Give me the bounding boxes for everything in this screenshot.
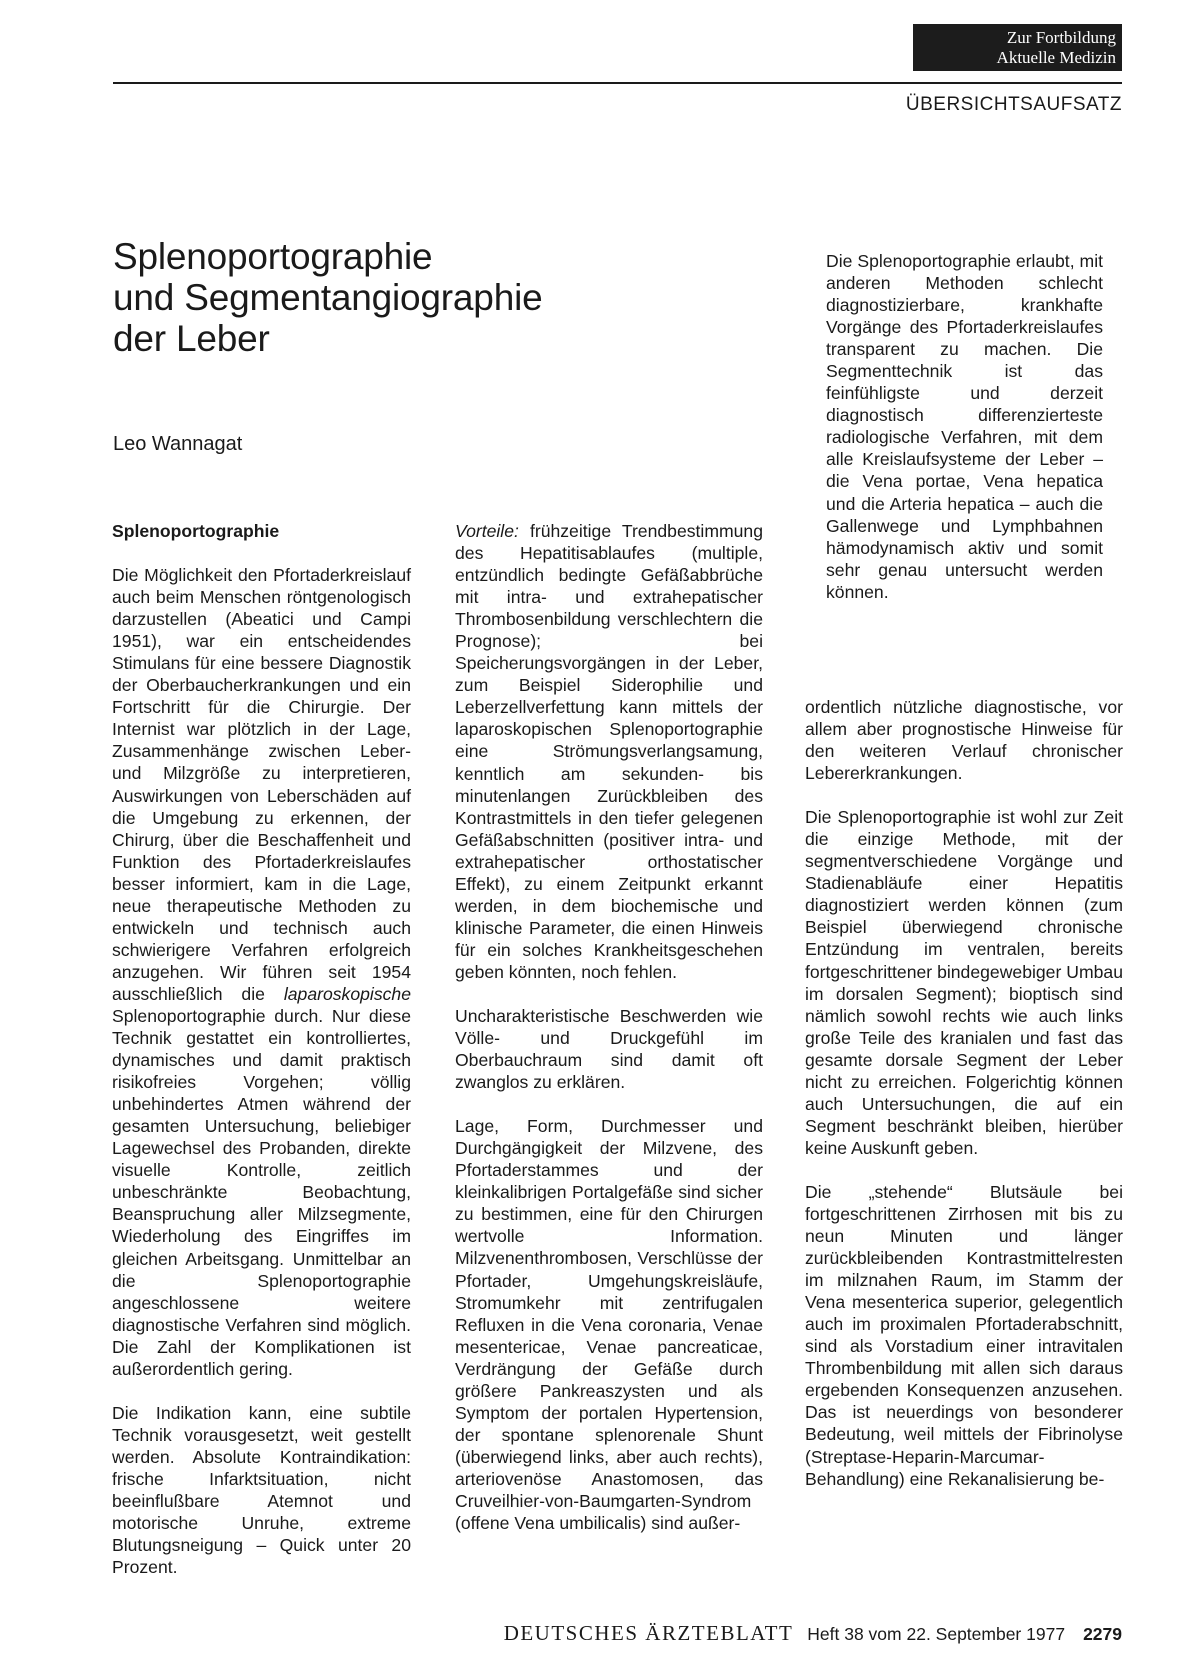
page-number: 2279	[1083, 1624, 1122, 1644]
paragraph-text: Splenoportographie durch. Nur diese Technik gestattet ein kontrolliertes, dynamisches und damit praktisch risikofreies Vorgehen; völlig unbehindertes Atmen während der gesamten Untersuchung, beliebiger Lagewechsel des Probanden, direkte visuelle Kontrolle, zeitlich unbeschränkte Beobachtung, Beanspruchung aller Milzsegmente, Wiederholung des Eingriffes im gleichen Arbeitsgang. Unmittelbar an die Splenoportographie angeschlossene weitere diagnostische Verfahren sind möglich. Die Zahl der Komplikationen ist außerordentlich gering.	[112, 1005, 411, 1379]
column-3	[805, 696, 1123, 1490]
column-1	[112, 520, 411, 1578]
column-2	[455, 520, 763, 1534]
issue-info: Heft 38 vom 22. September 1977	[807, 1624, 1066, 1644]
paragraph-text: Die Möglichkeit den Pfortaderkreislauf auch beim Menschen röntgenologisch darzustellen (Abeatici und Campi 1951), war ein entscheidendes Stimulans für eine bessere Diagnostik der Oberbaucherkrankungen und ein Fortschritt für die Chirurgie. Der Internist war plötzlich in der Lage, Zusammenhänge zwischen Leber- und Milzgröße zu interpretieren, Auswirkungen von Leberschäden auf die Umgebung zu erkennen, der Chirurg, über die Beschaffenheit und Funktion des Pfortaderkreislaufes besser informiert, kam in die Lage, neue therapeutische Methoden zu entwickeln und technisch auch schwierigere Verfahren erfolgreich anzugehen. Wir führen seit 1954 ausschließlich die	[112, 565, 411, 1004]
title-line-3: der Leber	[113, 318, 270, 359]
abstract	[826, 250, 1103, 603]
emphasis-text: Vorteile:	[455, 521, 519, 541]
header-rule	[113, 82, 1122, 84]
journal-name: DEUTSCHES ÄRZTEBLATT	[503, 1621, 794, 1645]
paragraph: Lage, Form, Durchmesser und Durchgängigkeit der Milzvene, des Pfortaderstammes und der kleinkalibrigen Portalgefäße sind sicher zu bestimmen, eine für den Chirurgen wertvolle Information. Milzvenenthrombosen, Verschlüsse der Pfortader, Umgehungskreisläufe, Stromumkehr mit zentrifugalen Refluxen in die Vena coronaria, Venae mesentericae, Venae pancreaticae, Verdrängung der Gefäße durch größere Pankreaszysten und als Symptom der portalen Hypertension, der spontane splenorenale Shunt (überwiegend links, aber auch rechts), arteriovenöse Anastomosen, das Cruveilhier-von-Baumgarten-Syndrom (offene Vena umbilicalis) sind außer-	[455, 1116, 763, 1534]
series-label-line1: Zur Fortbildung	[1006, 28, 1116, 47]
paragraph-text: frühzeitige Trendbestimmung des Hepatitisablaufes (multiple, entzündlich bedingte Gefäßabbrüche mit intra- und extrahepatischer Thrombosenbildung verschlechtern die Prognose); bei Speicherungsvorgängen in der Leber, zum Beispiel Siderophilie und Leberzellverfettung kann mittels der laparoskopischen Splenoportographie eine Strömungsverlangsamung, kenntlich am sekunden- bis minutenlangen Zurückbleiben des Kontrastmittels in den tiefer gelegenen Gefäßabschnitten (positiver intra- und extrahepatischer orthostatischer Effekt), zu einem Zeitpunkt erkannt werden, in dem biochemische und klinische Parameter, die einen Hinweis für ein solches Krankheitsgeschehen geben könnten, noch fehlen.	[455, 521, 763, 982]
paragraph: Uncharakteristische Beschwerden wie Völle- und Druckgefühl im Oberbauchraum sind damit oft zwanglos zu erklären.	[455, 1005, 763, 1093]
series-label-box	[913, 24, 1122, 71]
series-label-line2: Aktuelle Medizin	[996, 48, 1116, 67]
author-name: Leo Wannagat	[113, 433, 243, 455]
paragraph: Die „stehende“ Blutsäule bei fortgeschrittenen Zirrhosen mit bis zu neun Minuten und länger zurückbleibenden Kontrastmittelresten im milznahen Raum, im Stamm der Vena mesenterica superior, gelegentlich auch im proximalen Pfortaderabschnitt, sind als Vorstadium einer intravitalen Thrombenbildung mit allen sich daraus ergebenden Konsequenzen anzusehen. Das ist neuerdings von besonderer Bedeutung, weil mittels der Fibrinolyse (Streptase-Heparin-Marcumar-Behandlung) eine Rekanalisierung be-	[805, 1181, 1123, 1489]
section-heading: Splenoportographie	[112, 521, 280, 541]
page-footer	[426, 1621, 1122, 1646]
paragraph	[112, 564, 411, 1380]
title-line-1: Splenoportographie	[113, 236, 433, 277]
paragraph	[455, 520, 763, 983]
paragraph: ordentlich nützliche diagnostische, vor allem aber prognostische Hinweise für den weiteren Verlauf chronischer Lebererkrankungen.	[805, 697, 1123, 784]
paragraph: Die Splenoportographie ist wohl zur Zeit die einzige Methode, mit der segmentverschiedene Vorgänge und Stadienabläufe einer Hepatitis diagnostiziert werden können (zum Beispiel überwiegend chronische Entzündung im ventralen, bereits fortgeschrittener bindegewebiger Umbau im dorsalen Segment); bioptisch sind nämlich sowohl rechts wie auch links große Teile des kranialen und fast das gesamte dorsale Segment der Leber nicht zu erreichen. Folgerichtig können auch Untersuchungen, die auf ein Segment beschränkt bleiben, hierüber keine Auskunft geben.	[805, 807, 1123, 1158]
paragraph: Die Indikation kann, eine subtile Technik vorausgesetzt, weit gestellt werden. Absolute Kontraindikation: frische Infarktsituation, nicht beeinflußbare Atemnot und motorische Unruhe, extreme Blutungsneigung – Quick unter 20 Prozent.	[112, 1402, 411, 1578]
section-label: ÜBERSICHTSAUFSATZ	[905, 94, 1122, 115]
title-line-2: und Segmentangiographie	[113, 277, 543, 318]
emphasis-text: laparoskopische	[283, 983, 411, 1004]
article-title	[113, 236, 673, 359]
abstract-text: Die Splenoportographie erlaubt, mit anderen Methoden schlecht diagnostizierbare, krankhafte Vorgänge des Pfortaderkreislaufes transparent zu machen. Die Segmenttechnik ist das feinfühligste und derzeit diagnostisch differenzierteste radiologische Verfahren, mit dem alle Kreislaufsysteme der Leber – die Vena portae, Vena hepatica und die Arteria hepatica – auch die Gallenwege und Lymphbahnen hämodynamisch aktiv und somit sehr genau untersucht werden können.	[826, 251, 1103, 602]
